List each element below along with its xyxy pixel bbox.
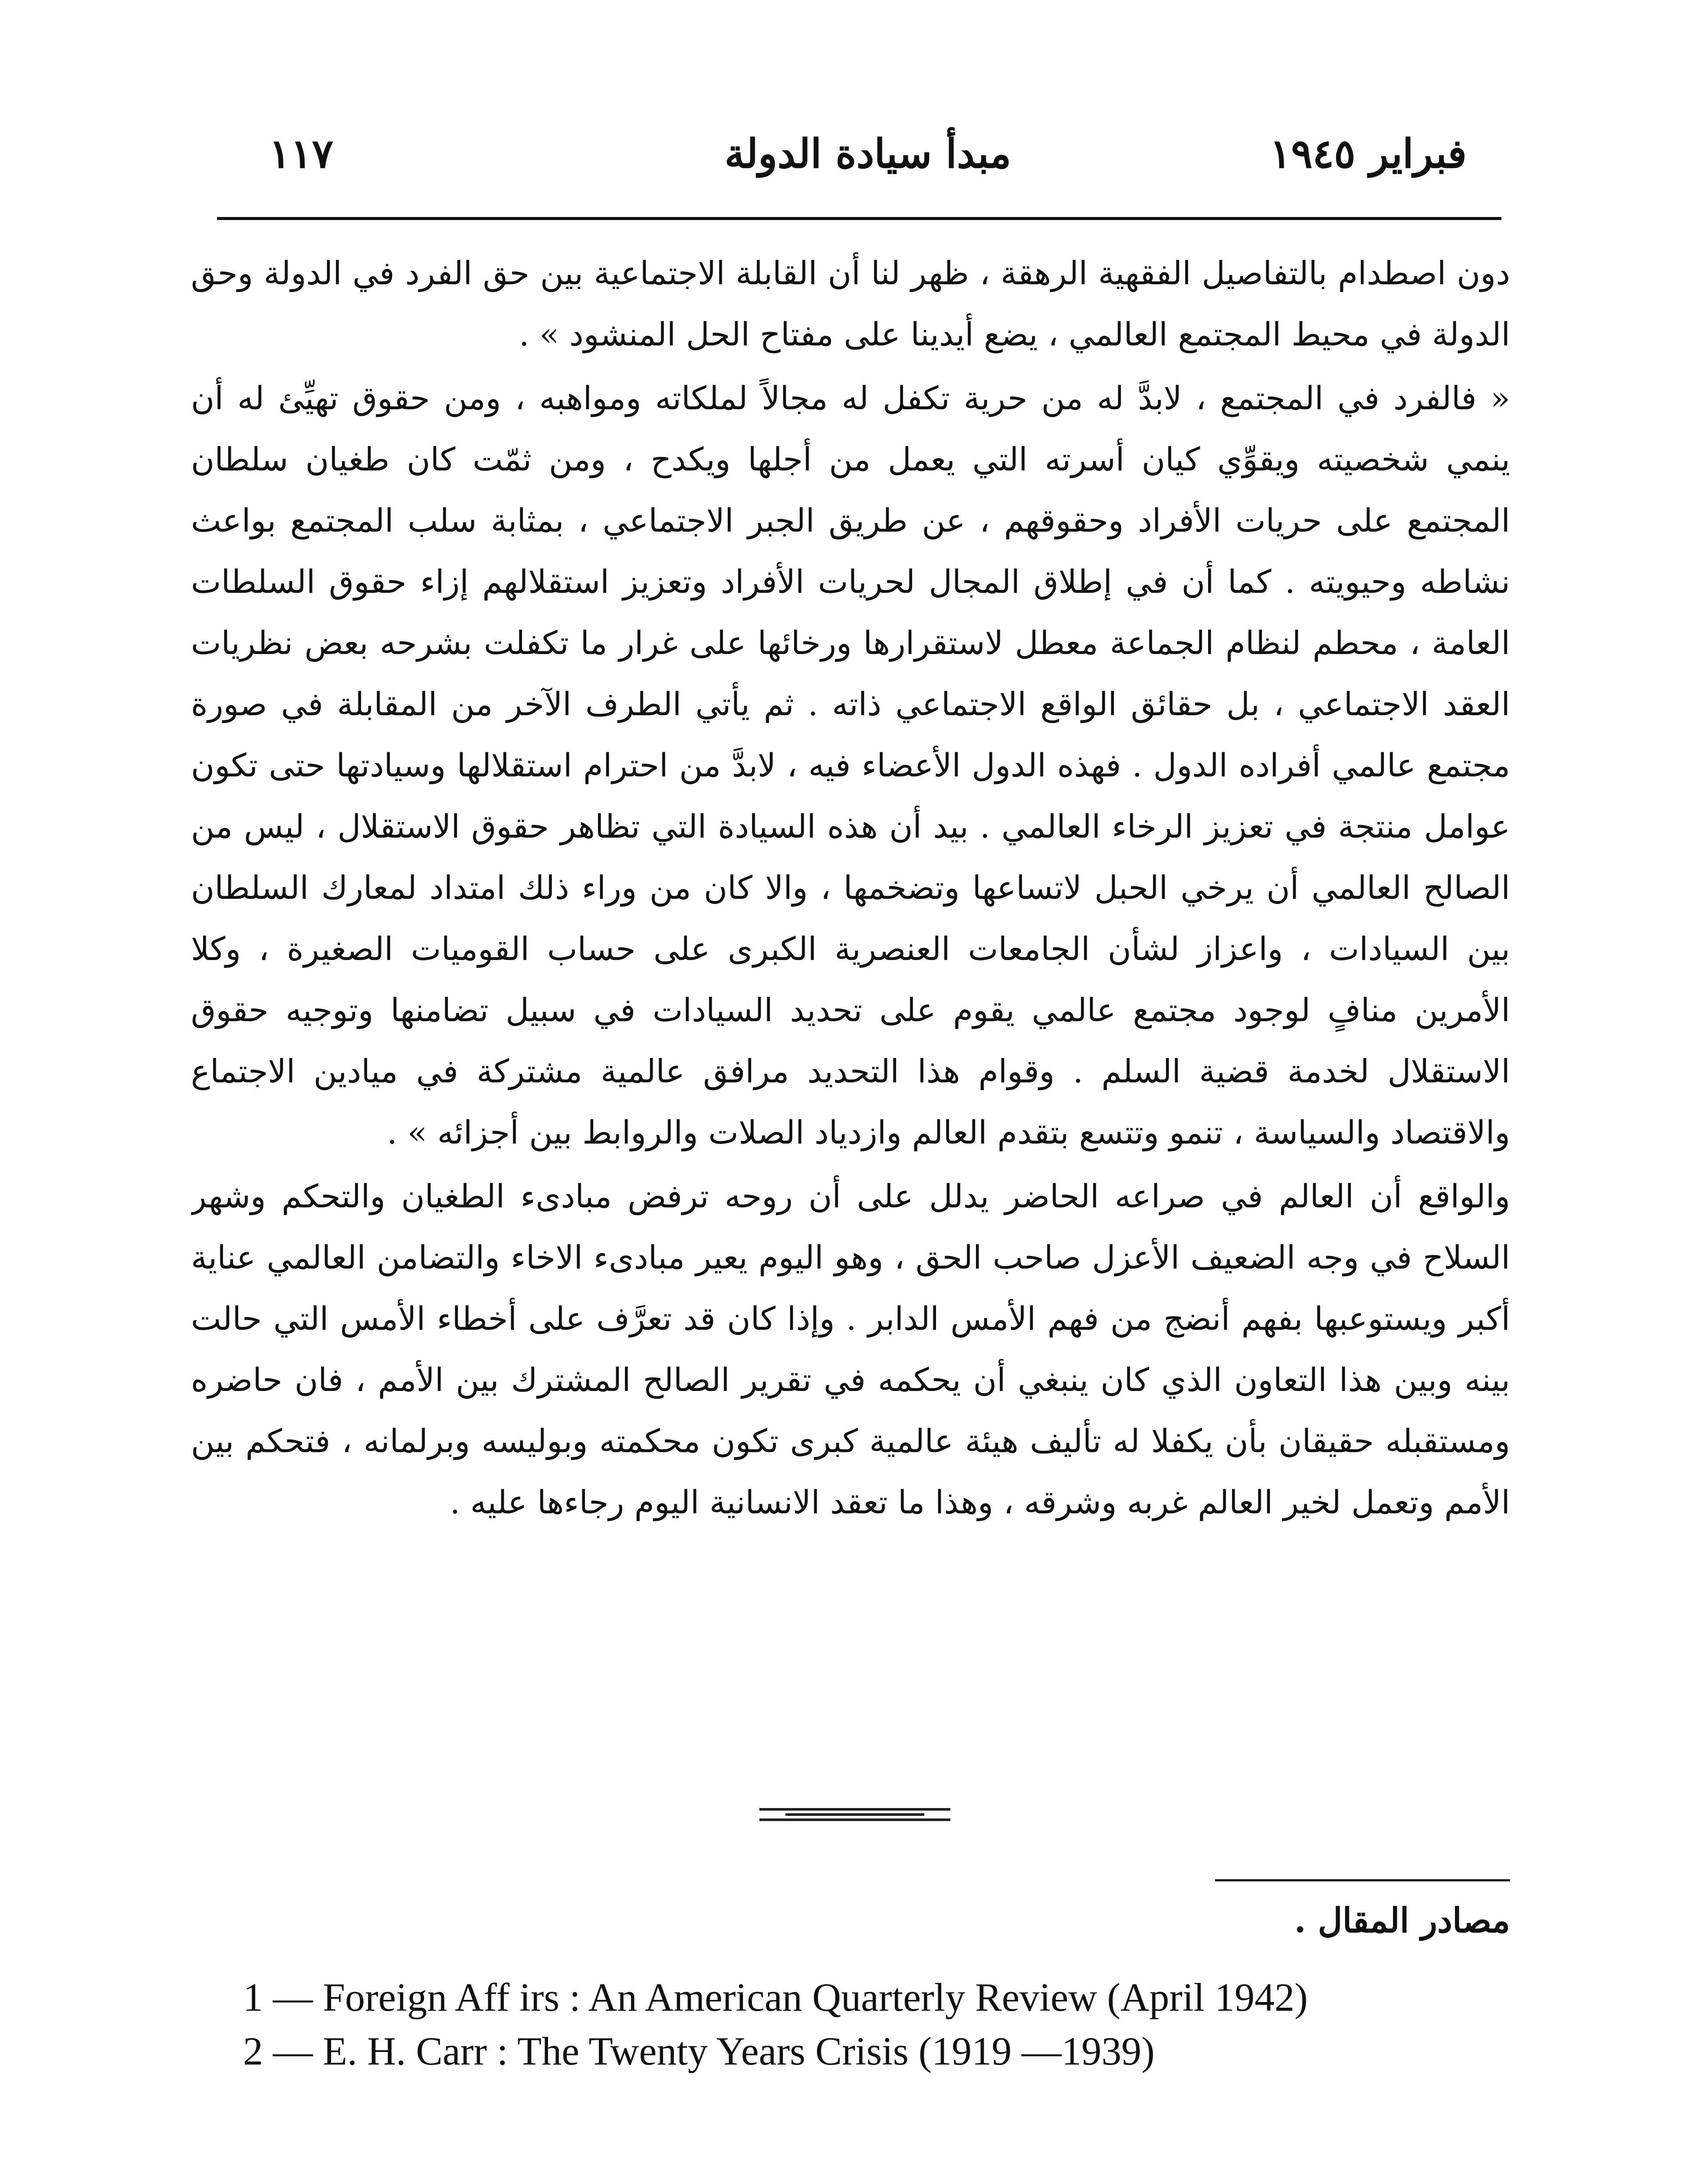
reference-list	[243, 1970, 1527, 2078]
paragraph: والواقع أن العالم في صراعه الحاضر يدلل على أن روحه ترفض مبادىء الطغيان والتحكم وشهر السلاح في وجه الضعيف الأعزل صاحب الحق ، وهو اليوم يعير مبادىء الاخاء والتضامن العالمي عناية أكبر ويستوعبها بفهم أنضج من فهم الأمس الدابر . وإذا كان قد تعرَّف على أخطاء الأمس التي حالت بينه وبين هذا التعاون الذي كان ينبغي أن يحكمه في تقرير الصالح المشترك بين الأمم ، فان حاضره ومستقبله حقيقان بأن يكفلا له تأليف هيئة عالمية كبرى تكون محكمته وبوليسه وبرلمانه ، فتحكم بين الأمم وتعمل لخير العالم غربه وشرقه ، وهذا ما تعقد الانسانية اليوم رجاءها عليه .	[191, 1178, 1510, 1521]
footnote-rule	[1215, 1879, 1510, 1881]
header-date: فبراير ١٩٤٥	[1269, 130, 1467, 177]
header-title: مبدأ سيادة الدولة	[724, 130, 1012, 177]
sources-heading: مصادر المقال .	[1294, 1901, 1510, 1940]
reference-item: 2 — E. H. Carr : The Twenty Years Crisis (1919 —1939)	[243, 2029, 1155, 2073]
header-rule	[217, 217, 1501, 220]
reference-item: 1 — Foreign Aff irs : An American Quarterly Review (April 1942)	[243, 1975, 1308, 2019]
running-header	[269, 130, 1467, 191]
section-separator	[759, 1805, 950, 1823]
page-number: ١١٧	[269, 130, 334, 177]
paragraph: دون اصطدام بالتفاصيل الفقهية الرهقة ، ظهر لنا أن القابلة الاجتماعية بين حق الفرد في الدولة وحق الدولة في محيط المجتمع العالمي ، يضع أيدينا على مفتاح الحل المنشود » .	[191, 255, 1510, 353]
paragraph: « فالفرد في المجتمع ، لابدَّ له من حرية تكفل له مجالاً لملكاته ومواهبه ، ومن حقوق تهيِّئ له أن ينمي شخصيته ويقوِّي كيان أسرته التي يعمل من أجلها ويكدح ، ومن ثمّت كان طغيان سلطان المجتمع على حريات الأفراد وحقوقهم ، عن طريق الجبر الاجتماعي ، بمثابة سلب المجتمع بواعث نشاطه وحيويته . كما أن في إطلاق المجال لحريات الأفراد وتعزيز استقلالهم إزاء حقوق السلطات العامة ، محطم لنظام الجماعة معطل لاستقرارها ورخائها على غرار ما تكفلت بشرحه بعض نظريات العقد الاجتماعي ، بل حقائق الواقع الاجتماعي ذاته . ثم يأتي الطرف الآخر من المقابلة في صورة مجتمع عالمي أفراده الدول . فهذه الدول الأعضاء فيه ، لابدَّ من احترام استقلالها وسيادتها حتى تكون عوامل منتجة في تعزيز الرخاء العالمي . بيد أن هذه السيادة التي تظاهر حقوق الاستقلال ، ليس من الصالح العالمي أن يرخي الحبل لاتساعها وتضخمها ، والا كان من وراء ذلك امتداد لمعارك السلطان بين السيادات ، واعزاز لشأن الجامعات العنصرية الكبرى على حساب القوميات الصغيرة ، وكلا الأمرين منافٍ لوجود مجتمع عالمي يقوم على تحديد السيادات في سبيل تضامنها وتوجيه حقوق الاستقلال لخدمة قضية السلم . وقوام هذا التحديد مرافق عالمية مشتركة في ميادين الاجتماع والاقتصاد والسياسة ، تنمو وتتسع بتقدم العالم وازدياد الصلات والروابط بين أجزائه » .	[191, 380, 1510, 1151]
article-body	[191, 243, 1510, 1788]
